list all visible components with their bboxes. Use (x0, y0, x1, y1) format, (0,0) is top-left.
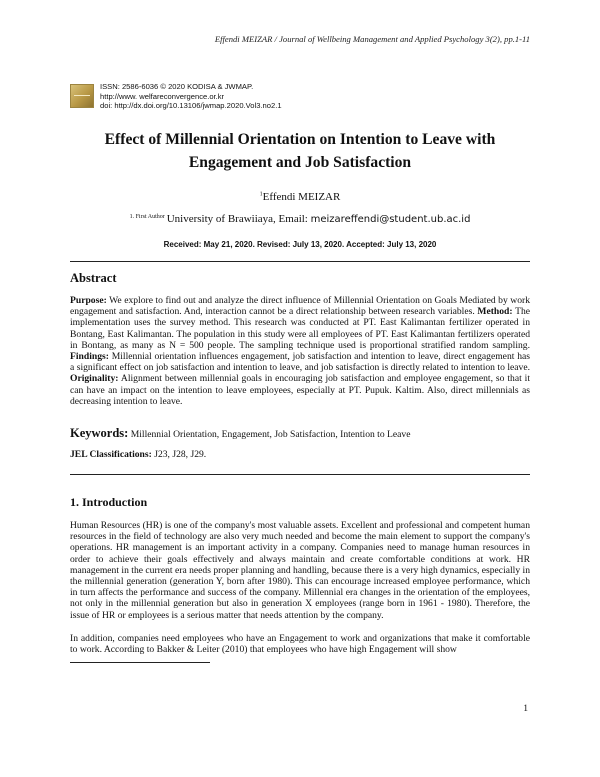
abstract-body (70, 295, 530, 407)
doi-link[interactable]: doi: http://dx.doi.org/10.13106/jwmap.2020.Vol3.no2.1 (100, 101, 282, 111)
paper-title (60, 128, 540, 174)
paragraph: In addition, companies need employees who have an Engagement to work and organizations that make it comfortable to work. According to Bakker & Leiter (2010) that employees who have high Engagement will show (70, 633, 530, 656)
keywords-label: Keywords: (70, 426, 129, 440)
method-label: Method: (477, 306, 513, 318)
purpose-label: Purpose: (70, 295, 107, 306)
issn-lines (100, 82, 282, 111)
findings-label: Findings: (70, 351, 109, 363)
originality-label: Originality: (70, 373, 119, 385)
author-name: Effendi MEIZAR (262, 191, 341, 203)
jel-label: JEL Classifications: (70, 449, 152, 460)
divider (70, 474, 530, 475)
email-link[interactable]: meizareffendi@student.ub.ac.id (310, 214, 471, 225)
footnote-rule (70, 662, 210, 663)
title-line: Engagement and Job Satisfaction (188, 154, 412, 171)
originality-text: Alignment between millennial goals in encouraging job satisfaction and employee engagement, so that it can have an impact on the intention to leave employees, especially at PT. Pupuk. Kaltim. Also, direct millennials as decreasing intention to leave. (70, 373, 530, 407)
author (0, 191, 600, 203)
website-link[interactable]: http://www. welfareconvergence.or.kr (100, 91, 225, 101)
issn-block (70, 82, 282, 111)
author-sup: 1 (259, 191, 263, 198)
purpose-text: We explore to find out and analyze the direct influence of Millennial Orientation on Goals Mediated by work engagement and satisfaction. And, interaction cannot be a direct relationship between research variables. (70, 295, 530, 318)
running-head: Effendi MEIZAR / Journal of Wellbeing Management and Applied Psychology 3(2), pp.1-11 (214, 34, 530, 44)
page-number: 1 (523, 703, 528, 714)
affiliation-text: University of Brawiiaya, Email: (166, 213, 311, 225)
abstract-heading: Abstract (70, 271, 117, 285)
issn-line: ISSN: 2586-6036 © 2020 KODISA & JWMAP. (100, 82, 254, 91)
divider (70, 261, 530, 262)
keywords (70, 426, 530, 441)
paragraph: Human Resources (HR) is one of the company's most valuable assets. Excellent and professional and competent human resources in the field of technology are also very much needed and become the main element to support the company's operations. HR management is an important activity in a company. Companies need to manage human resources in order to achieve their goals effectively and always maintain and create comfortable conditions at work. HR management in the current era needs proper planning and handling, because there is a very high dynamics, especially in the millennial generation (generation Y, born after 1980). This can encourage increased employee performance, which in turn affects the performance and success of the company. Millennial era changes in the orientation of the employees, not only in the millennial generation but also in generation X employees (range born in 1961 - 1980). Therefore, the issue of HR or employees is a serious matter that needs attention by the company. (70, 520, 530, 621)
jel-text: J23, J28, J29. (151, 449, 207, 460)
keywords-text: Millennial Orientation, Engagement, Job Satisfaction, Intention to Leave (128, 429, 411, 440)
journal-logo-icon (70, 84, 94, 108)
jel-classifications (70, 449, 530, 460)
section-heading: 1. Introduction (70, 495, 148, 509)
method-text: The implementation uses the survey method. This research was conducted at PT. East Kalimantan fertilizer operated in Bontang, East Kalimantan. The population in this study were all employees of PT. East Kalimantan fertilizers operated in Bontang, as many as N = 500 people. The sampling technique used is proportional stratified random sampling. (70, 306, 531, 351)
dates: Received: May 21, 2020. Revised: July 13, 2020. Accepted: July 13, 2020 (163, 240, 437, 249)
affiliation-sup: 1. First Author (129, 214, 165, 220)
findings-text: Millennial orientation influences engagement, job satisfaction and intention to leave, direct engagement has a significant effect on job satisfaction and intention to leave, and job satisfaction is directly related to intention to leave. (70, 351, 530, 374)
affiliation (0, 213, 600, 225)
title-line: Effect of Millennial Orientation on Intention to Leave with (104, 131, 496, 148)
